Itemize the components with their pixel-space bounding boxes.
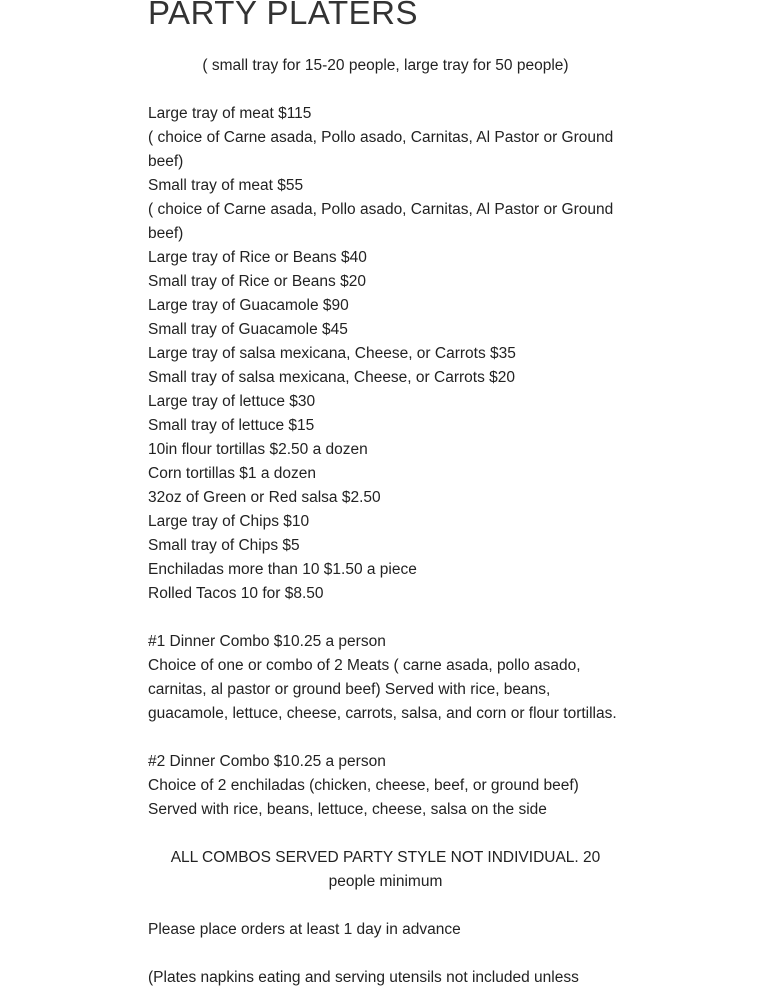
page-title: PARTY PLATERS <box>148 0 418 31</box>
tray-size-note <box>148 54 623 78</box>
list-item: ( choice of Carne asada, Pollo asado, Carnitas, Al Pastor or Ground beef) <box>148 129 614 170</box>
list-item: Small tray of Chips $5 <box>148 537 300 554</box>
menu-content <box>148 102 623 990</box>
combo-description: Choice of one or combo of 2 Meats ( carne asada, pollo asado, carnitas, al pastor or ground beef) Served with rice, beans, guacamole, lettuce, cheese, carrots, salsa, and corn or flour tortillas. <box>148 657 617 722</box>
list-item: Small tray of Guacamole $45 <box>148 321 348 338</box>
combo-1 <box>148 630 623 726</box>
combo-style-note: ALL COMBOS SERVED PARTY STYLE NOT INDIVIDUAL. 20 people minimum <box>170 849 601 890</box>
combo-description: Choice of 2 enchiladas (chicken, cheese, beef, or ground beef) Served with rice, beans, lettuce, cheese, salsa on the side <box>148 777 579 818</box>
list-item: ( choice of Carne asada, Pollo asado, Carnitas, Al Pastor or Ground beef) <box>148 201 614 242</box>
list-item: Small tray of lettuce $15 <box>148 417 315 434</box>
list-item: Small tray of Rice or Beans $20 <box>148 273 366 290</box>
list-item: Large tray of lettuce $30 <box>148 393 316 410</box>
combo-heading: #1 Dinner Combo $10.25 a person <box>148 633 386 650</box>
list-item: Large tray of salsa mexicana, Cheese, or Carrots $35 <box>148 345 516 362</box>
tray-list <box>148 102 623 606</box>
list-item: Small tray of meat $55 <box>148 177 304 194</box>
list-item: Corn tortillas $1 a dozen <box>148 465 317 482</box>
list-item: Rolled Tacos 10 for $8.50 <box>148 585 324 602</box>
list-item: Large tray of meat $115 <box>148 105 312 122</box>
list-item: Enchiladas more than 10 $1.50 a piece <box>148 561 417 578</box>
combo-heading: #2 Dinner Combo $10.25 a person <box>148 753 386 770</box>
list-item: 10in flour tortillas $2.50 a dozen <box>148 441 368 458</box>
list-item: 32oz of Green or Red salsa $2.50 <box>148 489 381 506</box>
combo-2 <box>148 750 623 822</box>
list-item: Large tray of Guacamole $90 <box>148 297 349 314</box>
list-item: Small tray of salsa mexicana, Cheese, or Carrots $20 <box>148 369 515 386</box>
list-item: Large tray of Chips $10 <box>148 513 310 530</box>
advance-order-note: Please place orders at least 1 day in advance <box>148 921 461 938</box>
utensils-note: (Plates napkins eating and serving utensils not included unless <box>148 969 579 986</box>
tray-size-text: ( small tray for 15-20 people, large tray for 50 people) <box>202 57 569 74</box>
list-item: Large tray of Rice or Beans $40 <box>148 249 367 266</box>
